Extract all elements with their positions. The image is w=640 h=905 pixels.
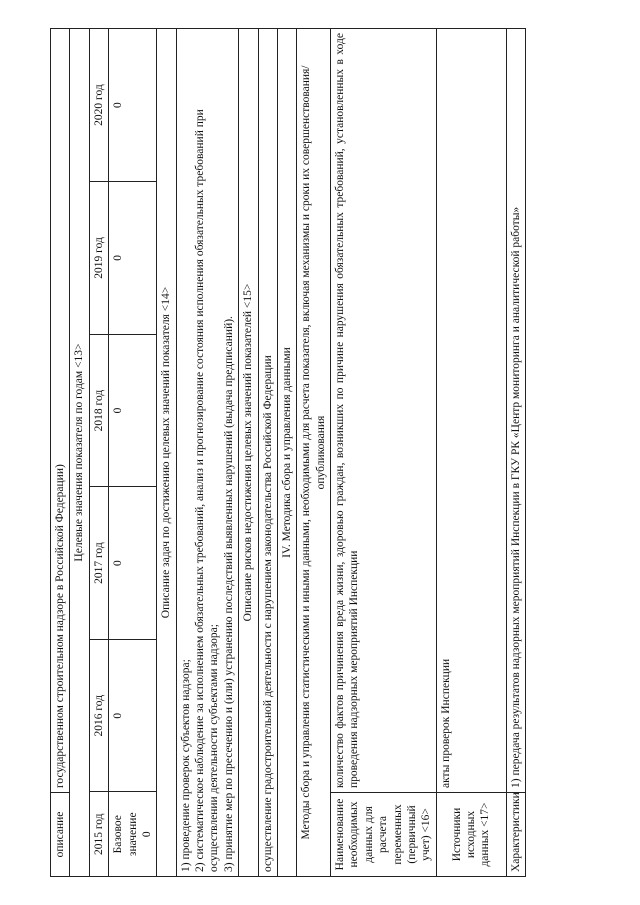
risks-text-row (258, 28, 277, 876)
indicator-table (50, 28, 526, 877)
methodology-row-characteristics (506, 28, 525, 876)
tasks-list-row (176, 28, 239, 876)
method-label-characteristics: Характеристики (506, 792, 525, 876)
value-cell: 0 (109, 334, 157, 487)
base-value-cell (109, 792, 157, 876)
methodology-subtitle-row (297, 28, 331, 876)
method-value-sources: акты проверок Инспекции (436, 28, 506, 792)
value-cell: 0 (109, 29, 157, 182)
year-cell: 2016 год (90, 639, 109, 792)
rotated-content (50, 29, 590, 877)
value-cell: 0 (109, 486, 157, 639)
years-row (90, 29, 109, 876)
method-value-data: количество фактов причинения вреда жизни, здоровью граждан, возникших по причине нарушения обязательных требований, установленных в ходе проведения надзорных мероприятий Инспекции (331, 28, 437, 792)
year-cell: 2018 год (90, 334, 109, 487)
method-label-data: Наименование необходимых данных для расчета переменных (первичный учет) <16> (331, 792, 437, 876)
target-values-grid-row (89, 28, 157, 876)
methodology-row-data-names (331, 28, 437, 876)
target-values-title-row (70, 28, 89, 876)
tasks-list (176, 28, 239, 876)
task-item: 1) проведение проверок субъектов надзора; (179, 658, 192, 872)
value-cell: 0 (109, 639, 157, 792)
tasks-title: Описание задач по достижению целевых значений показателя <14> (157, 28, 176, 876)
value-cell: 0 (109, 181, 157, 334)
year-cell: 2017 год (90, 486, 109, 639)
base-value-label: Базовое значение (112, 811, 139, 856)
methodology-title: IV. Методика сбора и управления данными (277, 28, 296, 876)
description-value: государственном строительном надзоре в Российской Федерации) (51, 28, 70, 792)
target-values-grid (90, 29, 157, 876)
risks-title-row (239, 28, 258, 876)
risks-text: осуществление градостроительной деятельности с нарушением законодательства Российской Федерации (258, 28, 277, 876)
description-row (51, 28, 70, 876)
methodology-title-row (277, 28, 296, 876)
method-value-characteristics: 1) передача результатов надзорных мероприятий Инспекции в ГКУ РК «Центр мониторинга и аналитической работы» (506, 28, 525, 792)
risks-title: Описание рисков недостижения целевых значений показателей <15> (239, 28, 258, 876)
methodology-subtitle: Методы сбора и управления статистическими и иными данными, необходимыми для расчета показателя, включая механизмы и сроки их совершенствования/опубликования (297, 28, 331, 876)
methodology-row-sources (436, 28, 506, 876)
base-value: 0 (140, 830, 153, 837)
year-cell: 2015 год (90, 792, 109, 876)
description-label: описание (51, 792, 70, 876)
year-cell: 2020 год (90, 29, 109, 182)
task-item: 2) систематическое наблюдение за исполнением обязательных требований, анализ и прогнозирование состояния исполнения обязательных требований при осуществлении деятельности субъектами надзора; (194, 108, 221, 872)
year-cell: 2019 год (90, 181, 109, 334)
target-values-title: Целевые значения показателя по годам <13> (70, 28, 89, 876)
task-item: 3) принятие мер по пресечению и (или) устранению последствий выявленных нарушений (выдача предписаний). (222, 315, 235, 872)
tasks-title-row (157, 28, 176, 876)
values-row (109, 29, 157, 876)
method-label-sources: Источники исходных данных <17> (436, 792, 506, 876)
